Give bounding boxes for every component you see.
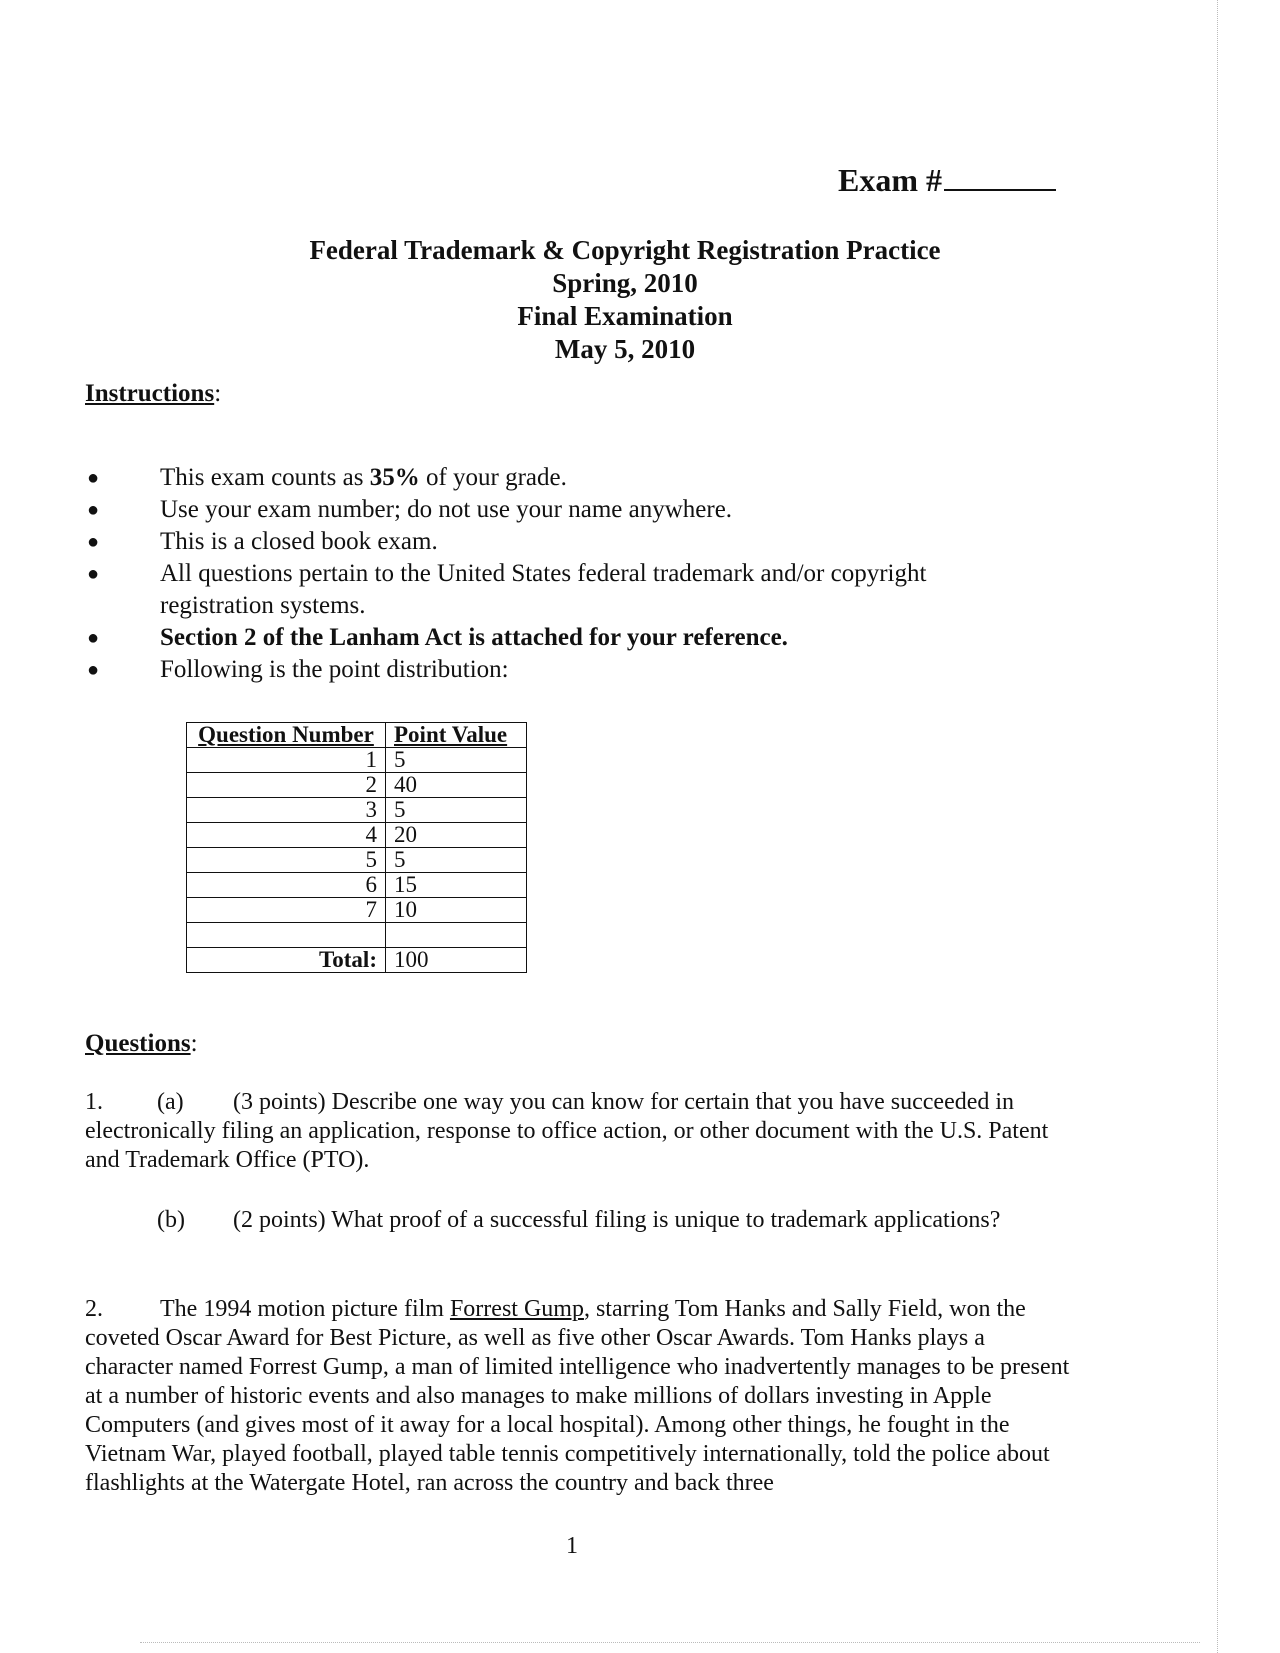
question-text: (3 points) Describe one way you can know for certain that you have succeeded in electronically filing an application, response to office action, or other document with the U.S. Patent and Trademark Office (PTO).	[85, 1089, 1049, 1173]
instruction-list	[85, 462, 1045, 686]
question-number-cell: 5	[187, 848, 386, 873]
question-number: 2.	[85, 1296, 103, 1322]
sub-label: (a)	[157, 1089, 184, 1115]
exam-number-blank	[944, 165, 1056, 191]
column-header-question: Question Number	[187, 723, 386, 748]
sub-label: (b)	[157, 1207, 185, 1233]
question-1a	[85, 1088, 1075, 1175]
question-text: (2 points) What proof of a successful filing is unique to trademark applications?	[233, 1207, 1001, 1233]
exam-type: Final Examination	[517, 301, 733, 331]
table-row	[187, 848, 527, 873]
course-title: Federal Trademark & Copyright Registration Practice	[309, 235, 941, 265]
bullet-icon: ●	[87, 627, 100, 649]
point-value-cell: 10	[386, 898, 527, 923]
point-value-cell: 5	[386, 798, 527, 823]
question-2: 2. The 1994 motion picture film Forrest Gump, starring Tom Hanks and Sally Field, won the coveted Oscar Award for Best Picture, as well as five other Oscar Awards. Tom Hanks plays a character named Forrest Gump, a man of limited intelligence who inadvertently manages to be present at a number of historic events and also manages to make millions of dollars investing in Apple Computers (and gives most of it away for a local hospital). Among other things, he fought in the Vietnam War, played football, played table tennis competitively internationally, told the police about flashlights at the Watergate Hotel, ran across the country and back three	[85, 1296, 1070, 1496]
exam-number-field	[838, 162, 1056, 199]
table-row	[187, 823, 527, 848]
table-row	[187, 873, 527, 898]
point-value-cell: 15	[386, 873, 527, 898]
point-value-cell: 40	[386, 773, 527, 798]
table-row	[187, 773, 527, 798]
questions-heading: Questions:	[85, 1030, 198, 1057]
total-value: 100	[386, 948, 527, 973]
question-number-cell: 2	[187, 773, 386, 798]
exam-number-label: Exam #	[838, 162, 942, 198]
question-number-cell	[187, 923, 386, 948]
total-label: Total:	[187, 948, 386, 973]
exam-title-block	[200, 234, 1050, 366]
list-item: ● Following is the point distribution:	[85, 654, 1045, 686]
list-item: ● All questions pertain to the United States federal trademark and/or copyright registration systems.	[87, 560, 927, 619]
list-item: ● Section 2 of the Lanham Act is attached for your reference.	[85, 622, 1045, 654]
table-total-row	[187, 948, 527, 973]
exam-date: May 5, 2010	[554, 334, 696, 364]
instructions-heading: Instructions:	[85, 380, 222, 407]
question-number: 1.	[85, 1089, 103, 1115]
bullet-icon: ●	[87, 659, 100, 681]
scan-artifact-edge	[1217, 0, 1220, 1653]
list-item: ● This is a closed book exam.	[85, 526, 1045, 558]
column-header-points: Point Value	[386, 723, 527, 748]
bullet-icon: ●	[87, 563, 100, 585]
table-row	[187, 748, 527, 773]
point-value-cell: 5	[386, 748, 527, 773]
point-value-cell	[386, 923, 527, 948]
question-number-cell: 3	[187, 798, 386, 823]
question-1b	[157, 1206, 1077, 1235]
list-item: ● Use your exam number; do not use your name anywhere.	[85, 494, 1045, 526]
question-number-cell: 4	[187, 823, 386, 848]
bullet-icon: ●	[87, 499, 100, 521]
table-row	[187, 798, 527, 823]
bullet-icon: ●	[87, 531, 100, 553]
point-value-cell: 5	[386, 848, 527, 873]
question-number-cell: 7	[187, 898, 386, 923]
film-title: Forrest Gump	[449, 1296, 584, 1322]
table-row	[187, 898, 527, 923]
question-number-cell: 6	[187, 873, 386, 898]
list-item: ● This exam counts as 35% of your grade.	[85, 462, 1045, 494]
point-distribution-table	[186, 722, 527, 973]
term: Spring, 2010	[552, 268, 698, 298]
point-value-cell: 20	[386, 823, 527, 848]
scan-artifact-bottom	[140, 1642, 1200, 1643]
table-row	[187, 923, 527, 948]
bullet-icon: ●	[87, 467, 100, 489]
page-number: 1	[566, 1533, 578, 1559]
table-header-row	[187, 723, 527, 748]
question-number-cell: 1	[187, 748, 386, 773]
